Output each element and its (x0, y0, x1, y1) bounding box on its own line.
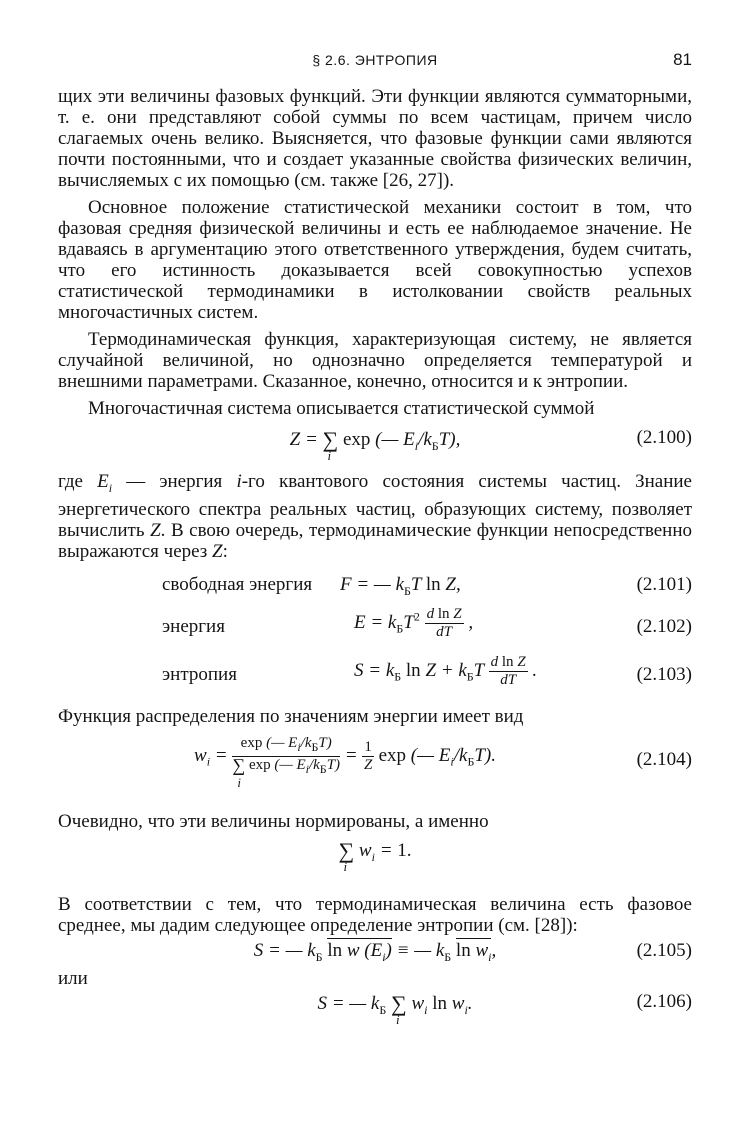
paragraph-3: Термодинамическая функция, характеризующая систему, не является случайной величиной, но однозначно определяется температурой и внешними параметрами. Сказанное, конечно, относится и к энтропии. (58, 329, 692, 392)
equation-2-101-formula: F = — $k_БT$ ln Z, (340, 573, 461, 598)
equation-2-101-label: свободная энергия (162, 573, 313, 595)
equation-normalization (58, 832, 692, 888)
paragraph-7: Очевидно, что эти величины нормированы, а именно (58, 810, 489, 832)
equation-2-104 (58, 727, 692, 805)
paragraph-5: где $E_i$ — энергия i-го квантового состояния системы частиц. Знание энергетического спектра реальных частиц, образующих систему, позволяет вычислить Z. В свою очередь, термодинамические функции непосредственно выражаются через Z: (58, 471, 692, 562)
equation-2-102-number: (2.102) (636, 615, 692, 637)
page-header (58, 48, 692, 76)
equation-2-101-number: (2.101) (636, 573, 692, 595)
equation-2-100-number: (2.100) (636, 427, 692, 448)
equation-2-106-formula: S = — $k_Б$ ∑ i $w_i$ $\ln w_i$. (317, 990, 473, 1027)
equation-2-104-formula: $w_i$ = exp (— $E_i/k_БT$) ∑ i exp (— $E_i/k_БT$) = $\frac{1}{Z}$ exp (— $E_i/k_БT$). (194, 734, 496, 790)
paragraph-9: или (58, 967, 88, 989)
paragraph-8: В соответствии с тем, что термодинамическая величина есть фазовое среднее, мы дадим следующее определение энтропии (см. [28]): (58, 893, 692, 936)
equation-2-100-formula: Z = ∑ i exp (— $E_i/k_БT$), (289, 427, 461, 463)
page (58, 48, 692, 1033)
equation-2-103-formula: $S = k_Б$ $\ln Z + k_БT$ $\frac{\text{d ln Z}}{dT}$ . (354, 653, 538, 688)
equation-2-106-number: (2.106) (636, 990, 692, 1012)
equation-2-102 (58, 604, 692, 648)
equation-2-102-formula: $E = k_БT^2$ $\frac{\text{d ln Z}}{dT}$ , (354, 605, 474, 640)
equation-2-101 (58, 568, 692, 604)
paragraph-4: Многочастичная система описывается статистической суммой (88, 398, 595, 419)
running-head: § 2.6. ЭНТРОПИЯ (312, 52, 438, 68)
page-number: 81 (673, 50, 692, 69)
equation-2-105-formula: S = — $k_Б$ ln w $(E_i)$ ≡ — $k_Б$ $\ln w_i$, (253, 939, 497, 964)
equation-2-103-label: энтропия (162, 663, 237, 685)
paragraph-6: Функция распределения по значениям энергии имеет вид (58, 705, 524, 727)
equation-2-103-number: (2.103) (636, 663, 692, 685)
equation-2-104-number: (2.104) (636, 748, 692, 770)
equation-normalization-formula: ∑ i $w_i = 1$. (338, 837, 412, 874)
equation-2-103 (58, 648, 692, 698)
paragraph-1: щих эти величины фазовых функций. Эти функции являются сумматорными, т. е. они представляют собой суммы по всем частицам, причем число слагаемых очень велико. Выясняется, что фазовые функции сами являются почти постоянными, что и создает указанные свойства физических величин, вычисляемых с их помощью (см. также [26, 27]). (58, 86, 692, 191)
paragraph-2: Основное положение статистической механики состоит в том, что фазовая средняя физической величины и есть ее наблюдаемое значение. Не вдаваясь в аргументацию этого ответственного утверждения, будем считать, что его истинность доказывается всей совокупностью успехов статистической термодинамики в истолковании свойств реальных многочастичных систем. (58, 197, 692, 323)
equation-2-105-number: (2.105) (636, 939, 692, 961)
equation-2-105 (58, 936, 692, 968)
equation-2-102-label: энергия (162, 615, 225, 637)
equation-2-100 (58, 419, 692, 467)
equation-2-106 (58, 989, 692, 1033)
